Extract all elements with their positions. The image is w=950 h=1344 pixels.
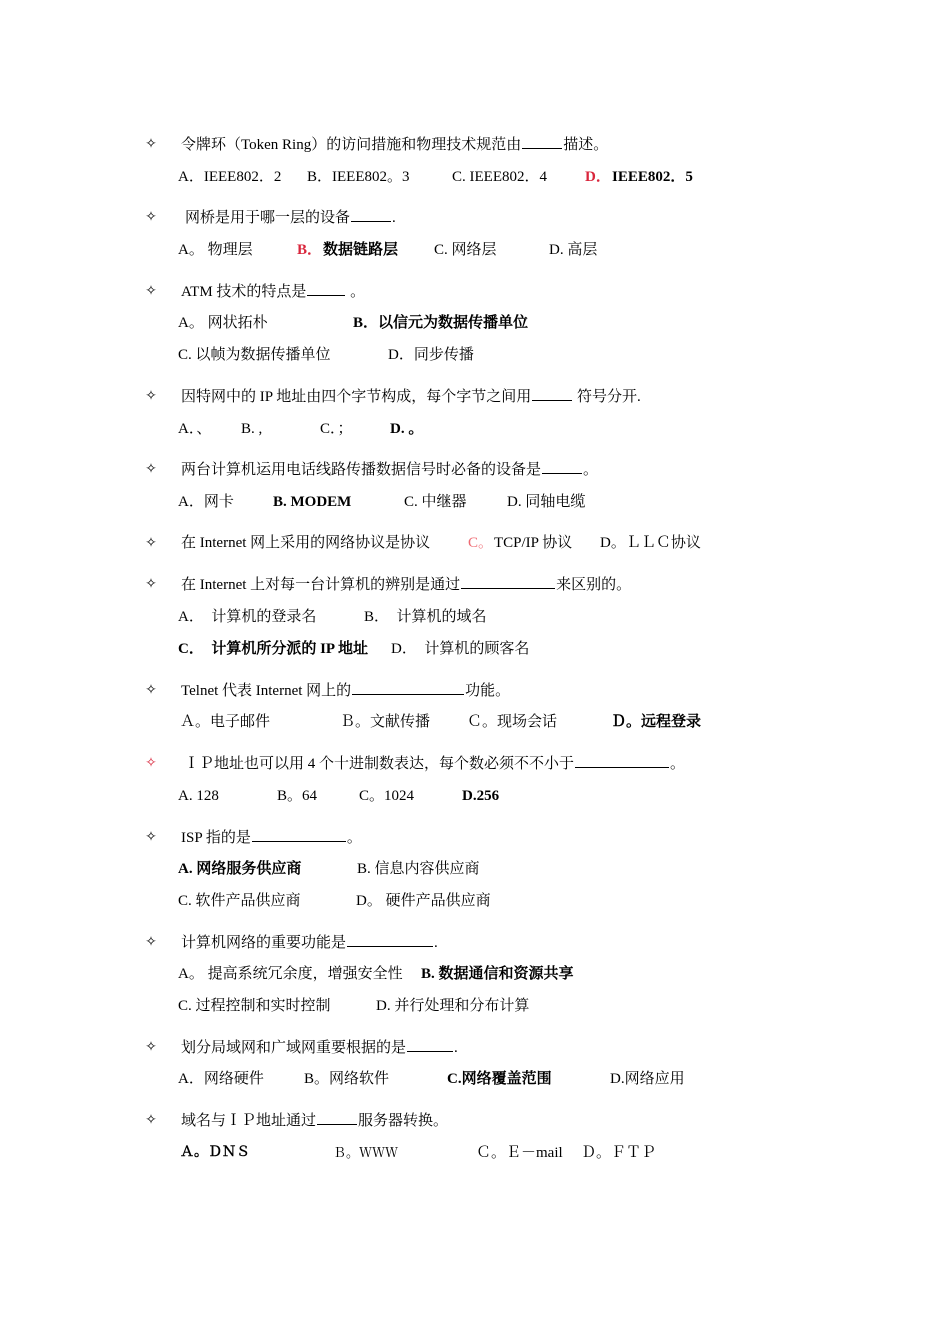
q1-option-c: C. IEEE802．4 xyxy=(452,169,547,185)
q9-option-d: D.256 xyxy=(462,788,500,804)
question-1: 令牌环（Token Ring）的访问措施和物理技术规范由 描述。 xyxy=(181,134,608,155)
q12-option-b: B。网络软件 xyxy=(304,1071,390,1087)
q5-option-c: C. 中继器 xyxy=(404,494,467,510)
q10-option-b: B. 信息内容供应商 xyxy=(357,861,480,877)
q8-option-a: Ａ。电子邮件 xyxy=(180,714,271,730)
q6-option-c-text: TCP/IP 协议 xyxy=(494,535,573,551)
bullet-icon: ✧ xyxy=(145,576,157,592)
q3-option-c: C. 以帧为数据传播单位 xyxy=(178,347,331,363)
q10-option-c: C. 软件产品供应商 xyxy=(178,893,301,909)
q7-option-c: C． 计算机所分派的 IP 地址 xyxy=(178,641,369,657)
q3-option-a: A。 网状拓朴 xyxy=(178,315,268,331)
q1-option-a: A．IEEE802．2 xyxy=(178,169,282,185)
q2-option-a: A。 物理层 xyxy=(178,242,253,258)
q12-option-c: C.网络覆盖范围 xyxy=(447,1071,552,1087)
q7-option-b: B． 计算机的域名 xyxy=(364,609,487,625)
question-4: 因特网中的 IP 地址由四个字节构成，每个字节之间用 符号分开. xyxy=(181,386,641,407)
q7-option-d: D． 计算机的顾客名 xyxy=(391,641,530,657)
bullet-icon: ✧ xyxy=(145,934,157,950)
q7-option-a: A． 计算机的登录名 xyxy=(178,609,317,625)
bullet-icon: ✧ xyxy=(145,682,157,698)
q2-option-c: C. 网络层 xyxy=(434,242,497,258)
bullet-icon: ✧ xyxy=(145,755,157,771)
q4-option-a: A．、 xyxy=(178,421,212,437)
q8-option-b: Ｂ。文献传播 xyxy=(340,714,431,730)
q4-option-d: D. 。 xyxy=(390,421,424,437)
bullet-icon: ✧ xyxy=(145,461,157,477)
q4-option-b: B. , xyxy=(241,421,263,437)
q1-option-d-letter: D． xyxy=(585,169,611,185)
bullet-icon: ✧ xyxy=(145,209,157,225)
q13-option-d: Ｄ。ＦＴＰ xyxy=(581,1145,657,1161)
question-12: 划分局域网和广域网重要根据的是 . xyxy=(181,1037,458,1058)
q9-option-b: B。64 xyxy=(277,788,318,804)
q13-option-b: Ｂ。ＷＷＷ xyxy=(333,1145,399,1160)
q3-option-b: B．以信元为数据传播单位 xyxy=(353,315,529,331)
bullet-icon: ✧ xyxy=(145,136,157,152)
bullet-icon: ✧ xyxy=(145,388,157,404)
question-7: 在 Internet 上对每一台计算机的辨别是通过 来区别的。 xyxy=(181,574,631,595)
question-8: Telnet 代表 Internet 网上的 功能。 xyxy=(181,680,510,701)
q10-option-a: A. 网络服务供应商 xyxy=(178,861,302,877)
bullet-icon: ✧ xyxy=(145,829,157,845)
q11-option-b: B. 数据通信和资源共享 xyxy=(421,966,574,982)
q13-option-c: Ｃ。Ｅ－mail xyxy=(476,1145,563,1161)
q9-option-a: A. 128 xyxy=(178,788,219,804)
q11-option-c: C. 过程控制和实时控制 xyxy=(178,998,331,1014)
q11-option-d: D. 并行处理和分布计算 xyxy=(376,998,530,1014)
q3-option-d: D．同步传播 xyxy=(388,347,474,363)
question-11: 计算机网络的重要功能是 . xyxy=(181,932,438,953)
q4-option-c: C．； xyxy=(320,421,353,437)
q2-option-b-letter: B． xyxy=(297,242,323,258)
question-13: 域名与ＩＰ地址通过 服务器转换。 xyxy=(181,1110,448,1131)
q6-option-d: D。ＬＬＣ协议 xyxy=(600,535,701,551)
bullet-icon: ✧ xyxy=(145,1112,157,1128)
q10-option-d: D。 硬件产品供应商 xyxy=(356,893,491,909)
question-5: 两台计算机运用电话线路传播数据信号时必备的设备是 。 xyxy=(181,459,598,480)
q5-option-d: D. 同轴电缆 xyxy=(507,494,586,510)
question-10: ISP 指的是 。 xyxy=(181,827,362,848)
q2-option-b-text: 数据链路层 xyxy=(323,242,399,258)
q5-option-a: A．网卡 xyxy=(178,494,234,510)
q1-option-b: B．IEEE802。3 xyxy=(307,169,410,185)
question-3: ATM 技术的特点是 。 xyxy=(181,281,365,302)
question-9: ＩＰ地址也可以用 4 个十进制数表达，每个数必须不不小于 。 xyxy=(184,753,685,774)
q12-option-d: D.网络应用 xyxy=(610,1071,685,1087)
bullet-icon: ✧ xyxy=(145,535,157,551)
q1-option-d-text: IEEE802．5 xyxy=(612,169,693,185)
q2-option-d: D. 高层 xyxy=(549,242,598,258)
q5-option-b: B. MODEM xyxy=(273,494,352,510)
q13-option-a: Ａ。ＤＮＳ xyxy=(180,1145,250,1160)
q8-option-d: Ｄ。远程登录 xyxy=(611,714,702,730)
bullet-icon: ✧ xyxy=(145,1039,157,1055)
q11-option-a: A。 提高系统冗余度，增强安全性 xyxy=(178,966,403,982)
q6-option-c-letter: C。 xyxy=(468,535,494,551)
question-6: 在 Internet 网上采用的网络协议是协议 xyxy=(181,535,431,551)
bullet-icon: ✧ xyxy=(145,283,157,299)
question-2: 网桥是用于哪一层的设备 . xyxy=(185,207,396,228)
q8-option-c: Ｃ。现场会话 xyxy=(467,714,558,730)
q12-option-a: A．网络硬件 xyxy=(178,1071,264,1087)
q9-option-c: C。1024 xyxy=(359,788,415,804)
